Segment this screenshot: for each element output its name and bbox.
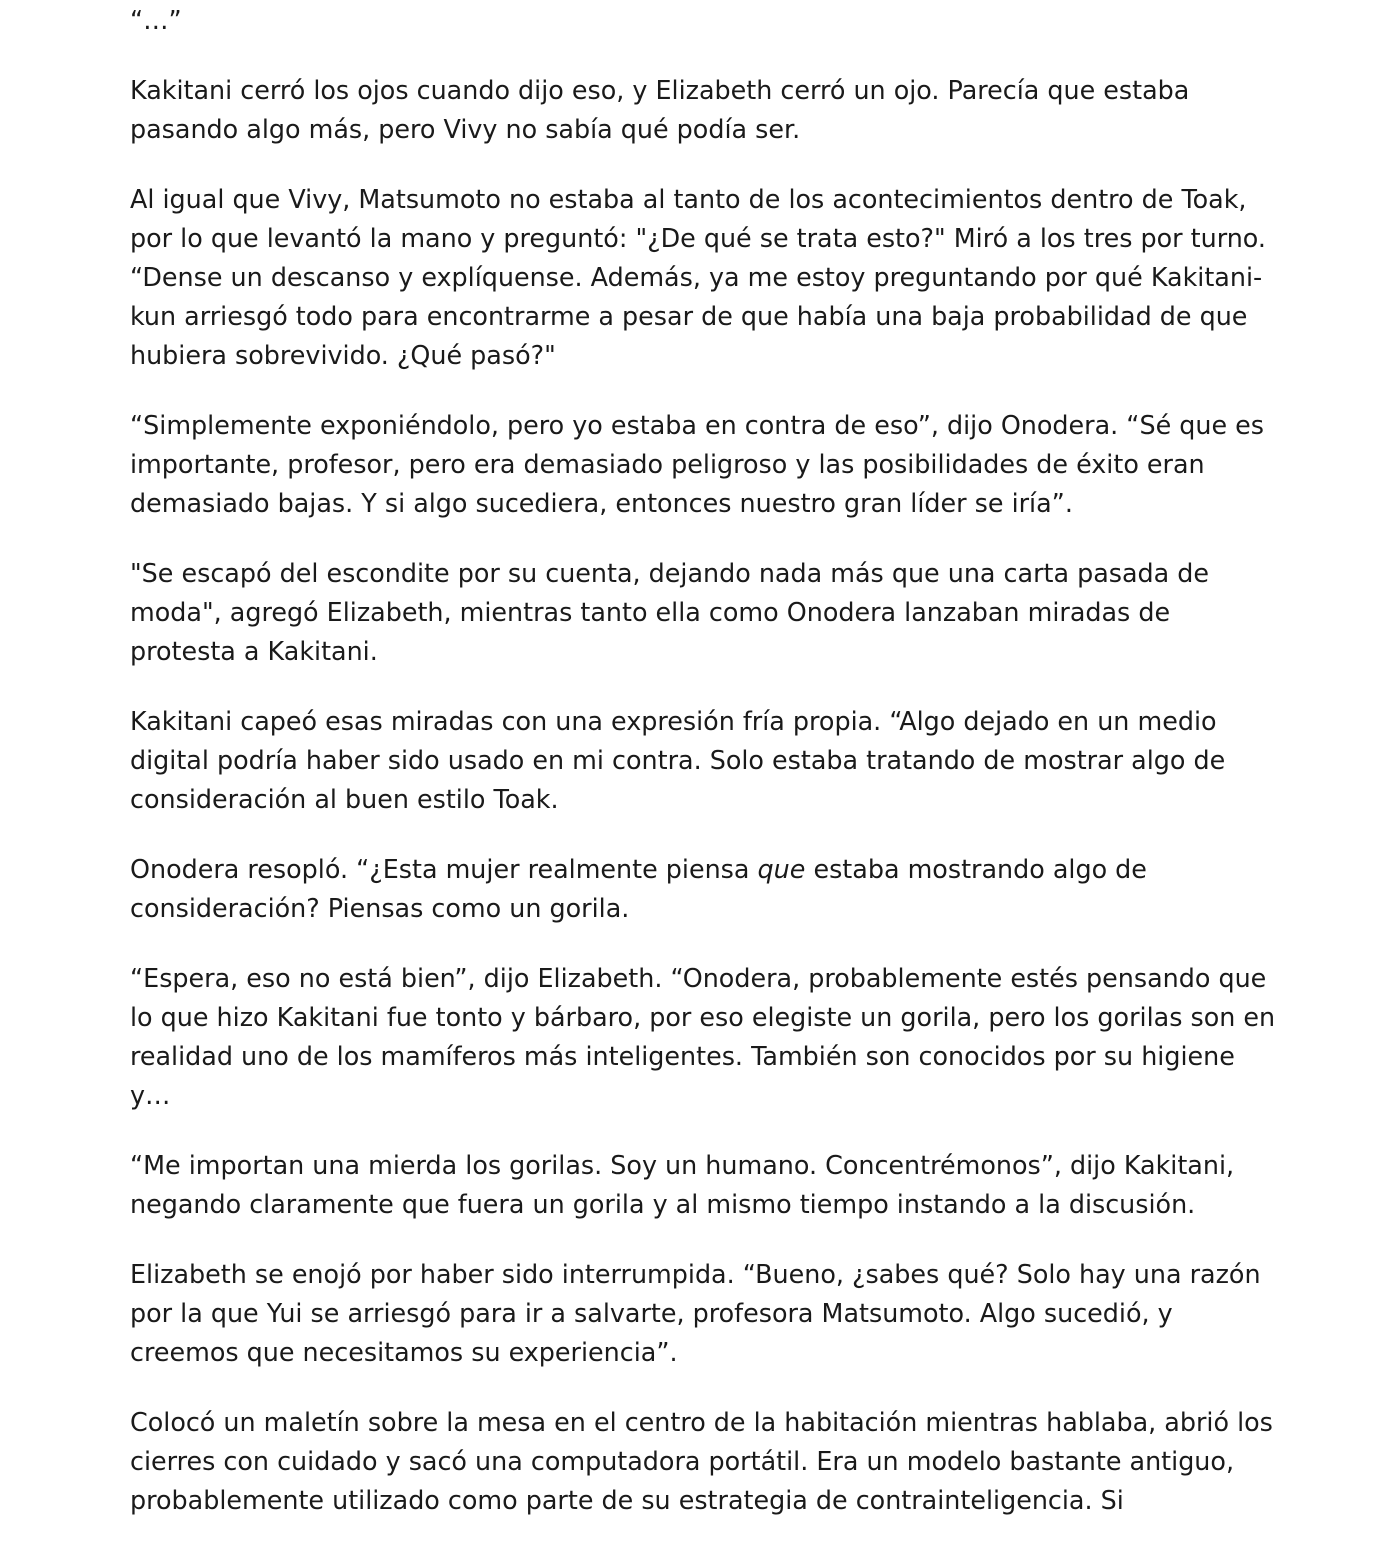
- paragraph-2: Kakitani cerró los ojos cuando dijo eso, y Elizabeth cerró un ojo. Parecía que estaba pasando algo más, pero Vivy no sabía qué podía ser.: [130, 75, 1190, 144]
- paragraph-7: [130, 850, 1280, 928]
- paragraph-7-start: Onodera resopló. “¿Esta mujer realmente piensa: [130, 854, 758, 884]
- italic-emphasis: que: [757, 854, 806, 884]
- paragraph-5: "Se escapó del escondite por su cuenta, dejando nada más que una carta pasada de moda", agregó Elizabeth, mientras tanto ella como Onodera lanzaban miradas de protesta a Kakitani.: [130, 558, 1210, 666]
- paragraph-11: Colocó un maletín sobre la mesa en el centro de la habitación mientras hablaba, abrió los cierres con cuidado y sacó una computadora portátil. Era un modelo bastante antiguo, probablemente utilizado como parte de su estrategia de contrainteligencia. Si: [130, 1407, 1273, 1515]
- paragraph-6: Kakitani capeó esas miradas con una expresión fría propia. “Algo dejado en un medio digital podría haber sido usado en mi contra. Solo estaba tratando de mostrar algo de consideración al buen estilo Toak.: [130, 706, 1226, 814]
- paragraph-10: Elizabeth se enojó por haber sido interrumpida. “Bueno, ¿sabes qué? Solo hay una razón por la que Yui se arriesgó para ir a salvarte, profesora Matsumoto. Algo sucedió, y creemos que necesitamos su experiencia”.: [130, 1259, 1261, 1367]
- paragraph-9: “Me importan una mierda los gorilas. Soy un humano. Concentrémonos”, dijo Kakitani, negando claramente que fuera un gorila y al mismo tiempo instando a la discusión.: [130, 1150, 1235, 1219]
- paragraph-1: “…”: [130, 5, 182, 35]
- document-body: [130, 0, 1280, 1551]
- paragraph-3: Al igual que Vivy, Matsumoto no estaba al tanto de los acontecimientos dentro de Toak, por lo que levantó la mano y preguntó: "¿De qué se trata esto?" Miró a los tres por turno. “Dense un descanso y explíquense. Además, ya me estoy preguntando por qué Kakitani-kun arriesgó todo para encontrarme a pesar de que había una baja probabilidad de que hubiera sobrevivido. ¿Qué pasó?": [130, 184, 1266, 370]
- paragraph-8: “Espera, eso no está bien”, dijo Elizabeth. “Onodera, probablemente estés pensando que lo que hizo Kakitani fue tonto y bárbaro, por eso elegiste un gorila, pero los gorilas son en realidad uno de los mamíferos más inteligentes. También son conocidos por su higiene y…: [130, 963, 1276, 1110]
- paragraph-7-end: estaba mostrando algo de consideración? Piensas como un gorila.: [130, 854, 1147, 923]
- paragraph-4: “Simplemente exponiéndolo, pero yo estaba en contra de eso”, dijo Onodera. “Sé que es importante, profesor, pero era demasiado peligroso y las posibilidades de éxito eran demasiado bajas. Y si algo sucediera, entonces nuestro gran líder se iría”.: [130, 410, 1265, 518]
